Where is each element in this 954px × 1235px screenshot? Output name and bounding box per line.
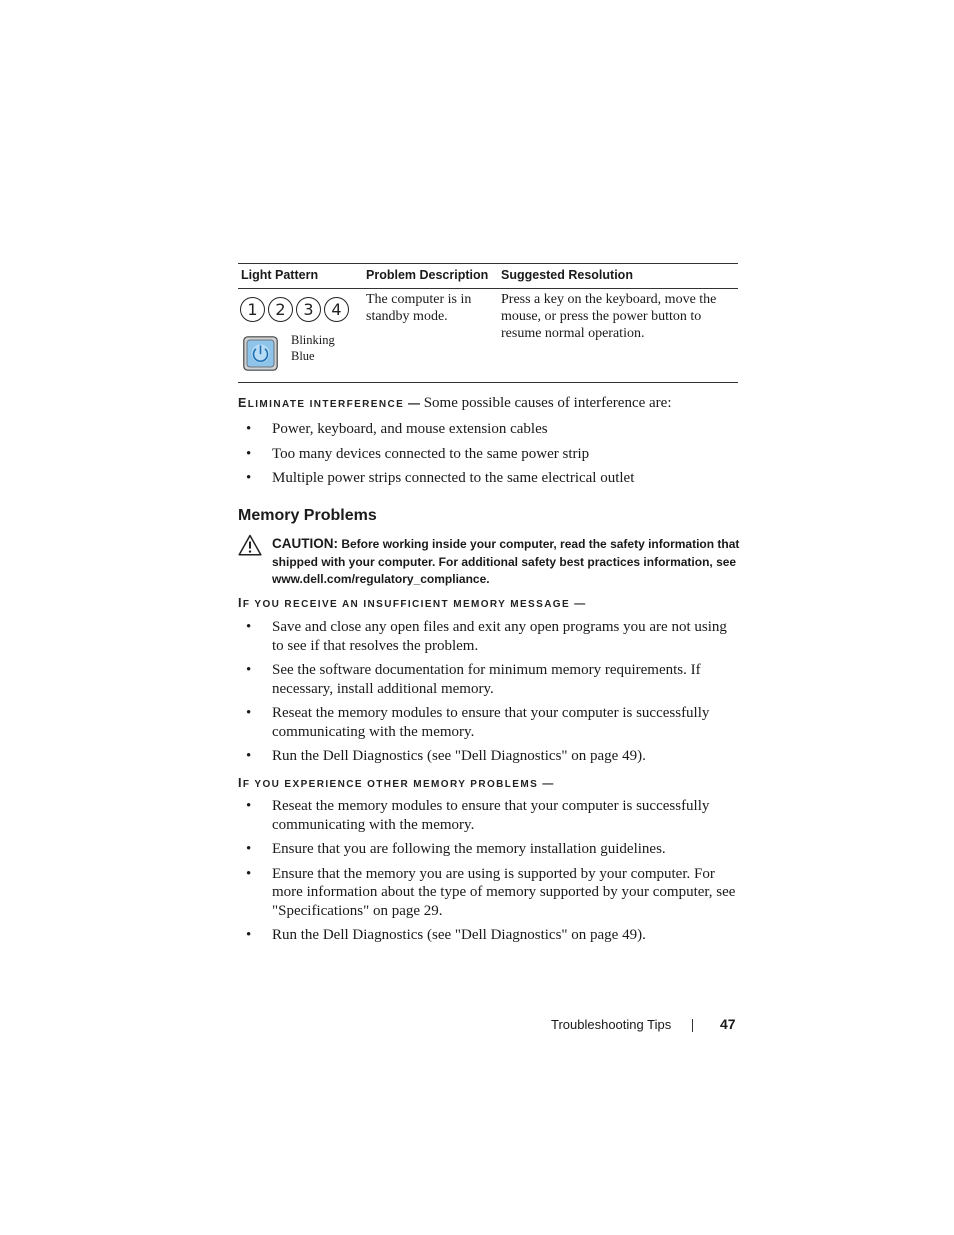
header-suggested-resolution: Suggested Resolution	[501, 268, 633, 282]
section-title: Memory Problems	[238, 507, 377, 524]
list-item: • Ensure that you are following the memory installation guidelines.	[246, 841, 666, 857]
list-item: • Run the Dell Diagnostics (see "Dell Diagnostics" on page 49).	[246, 748, 646, 764]
list-item: • Run the Dell Diagnostics (see "Dell Diagnostics" on page 49).	[246, 927, 646, 943]
problem-description: The computer is in standby mode.	[366, 292, 472, 324]
list-item: • Ensure that the memory you are using is supported by your computer. For more information about the type of memory supported by your computer, see "Specifications" on page 29.	[246, 865, 736, 919]
diagnostic-light-2-icon: 2	[268, 297, 293, 322]
other-memory-problems-subheading: IF YOU EXPERIENCE OTHER MEMORY PROBLEMS —	[238, 776, 555, 790]
diagnostic-light-1-icon: 1	[240, 297, 265, 322]
footer-section-title: Troubleshooting Tips	[551, 1017, 672, 1032]
caution-text: Before working inside your computer, read the safety information that shipped with your computer. For additional safety best practices information, see www.dell.com/regulatory_compliance.	[272, 537, 740, 586]
header-divider	[238, 288, 738, 289]
power-button-icon	[243, 336, 278, 371]
caution-notice	[272, 535, 742, 589]
diagnostic-lights	[240, 297, 349, 322]
label-dash: —	[407, 396, 420, 410]
header-problem-description: Problem Description	[366, 268, 489, 282]
light-state-label: Blinking Blue	[291, 333, 335, 363]
footer-separator	[692, 1019, 693, 1032]
light-pattern-table	[238, 263, 738, 383]
eliminate-interference-paragraph	[238, 395, 672, 412]
list-item: • Too many devices connected to the same power strip	[246, 445, 590, 462]
list-item: • Multiple power strips connected to the same electrical outlet	[246, 470, 635, 486]
list-item: • Power, keyboard, and mouse extension cables	[246, 421, 548, 437]
diagnostic-light-3-icon: 3	[296, 297, 321, 322]
header-light-pattern: Light Pattern	[241, 268, 319, 282]
suggested-resolution: Press a key on the keyboard, move the mouse, or press the power button to resume normal operation.	[501, 292, 717, 341]
caution-label: CAUTION:	[272, 536, 338, 551]
insufficient-memory-subheading: IF YOU RECEIVE AN INSUFFICIENT MEMORY MESSAGE —	[238, 596, 587, 610]
list-item: • See the software documentation for minimum memory requirements. If necessary, install additional memory.	[246, 662, 701, 697]
list-item: • Save and close any open files and exit any open programs you are not using to see if that resolves the problem.	[246, 619, 727, 654]
list-item: • Reseat the memory modules to ensure that your computer is successfully communicating with the memory.	[246, 798, 710, 833]
eliminate-interference-label: ELIMINATE INTERFERENCE	[238, 396, 405, 410]
caution-triangle-icon	[238, 534, 262, 556]
page-number: 47	[720, 1016, 736, 1032]
eliminate-interference-text: Some possible causes of interference are:	[423, 395, 672, 411]
other-memory-problems-list	[238, 797, 738, 951]
interference-causes-list	[238, 420, 738, 494]
list-item: • Reseat the memory modules to ensure that your computer is successfully communicating with the memory.	[246, 705, 710, 740]
diagnostic-light-4-icon: 4	[324, 297, 349, 322]
insufficient-memory-list	[238, 618, 738, 772]
